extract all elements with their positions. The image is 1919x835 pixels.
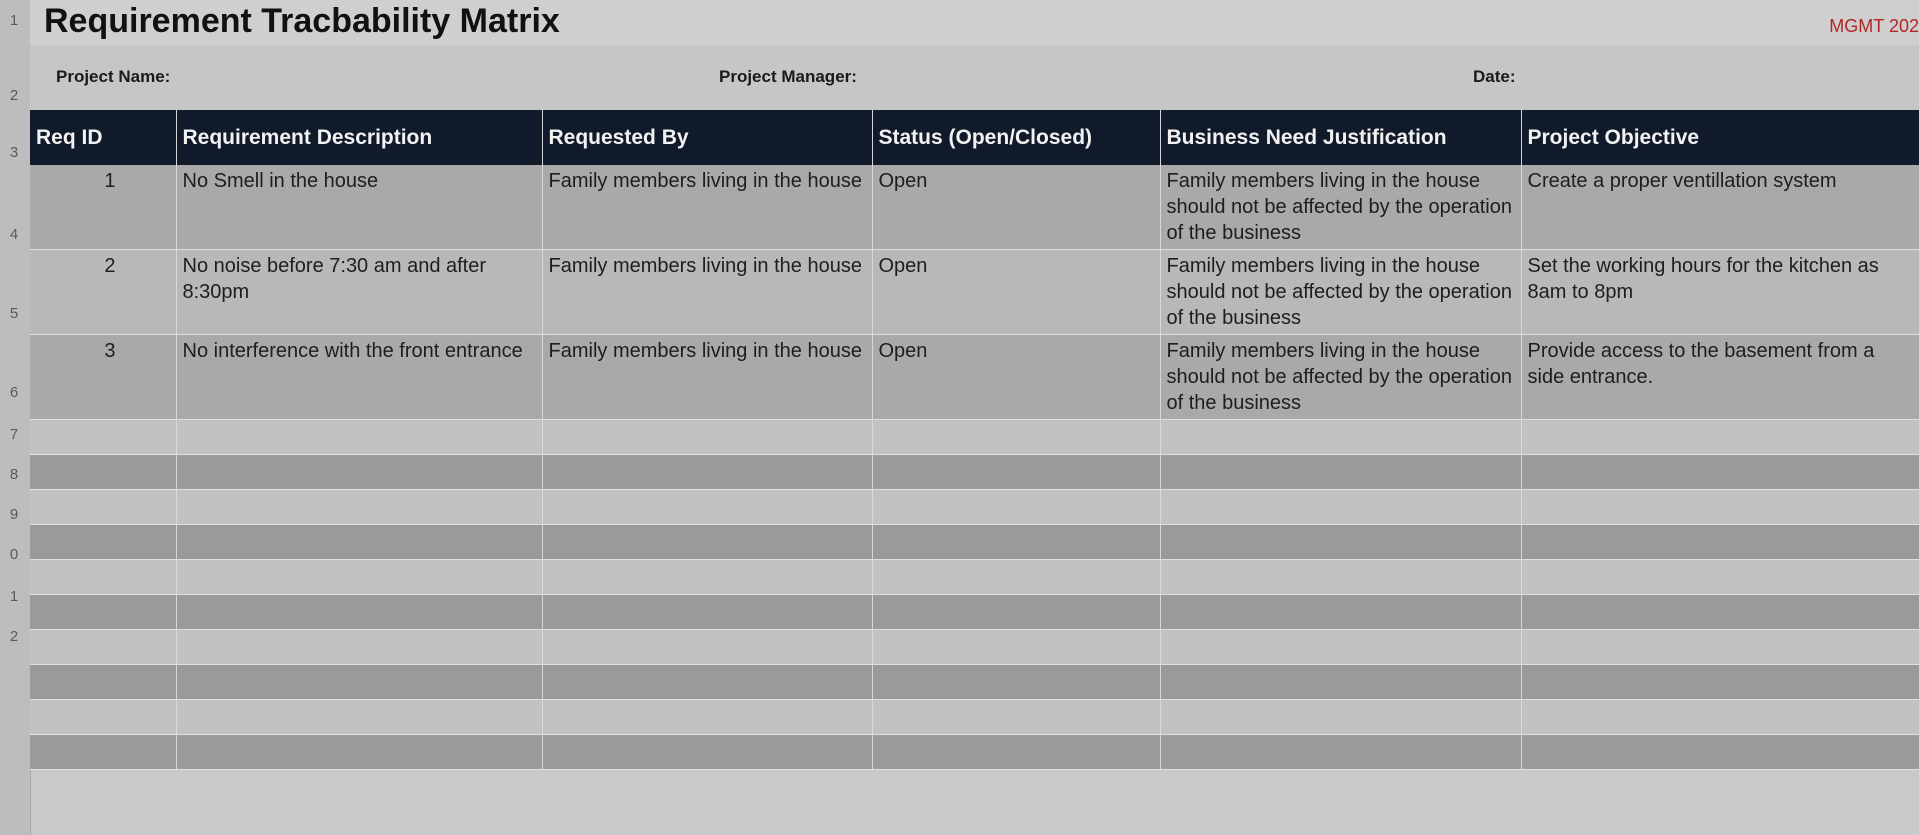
cell-objective[interactable]: Create a proper ventillation system xyxy=(1521,165,1919,250)
cell-status[interactable]: Open xyxy=(872,250,1160,335)
row-number[interactable]: 2 xyxy=(9,87,19,104)
empty-cell[interactable] xyxy=(1160,455,1521,490)
cell-status[interactable]: Open xyxy=(872,335,1160,420)
empty-cell[interactable] xyxy=(1160,735,1521,770)
empty-cell[interactable] xyxy=(1521,665,1919,700)
empty-cell[interactable] xyxy=(1160,525,1521,560)
cell-description[interactable]: No Smell in the house xyxy=(176,165,542,250)
title-row[interactable] xyxy=(30,0,1919,46)
empty-cell[interactable] xyxy=(30,700,176,735)
cell-justification[interactable]: Family members living in the house should not be affected by the operation of the business xyxy=(1160,335,1521,420)
row-number[interactable]: 1 xyxy=(9,12,19,29)
empty-cell[interactable] xyxy=(1521,490,1919,525)
empty-cell[interactable] xyxy=(872,490,1160,525)
row-number[interactable]: 8 xyxy=(9,466,19,483)
empty-cell[interactable] xyxy=(542,525,872,560)
table-header-row xyxy=(30,110,1919,165)
empty-cell[interactable] xyxy=(872,595,1160,630)
empty-cell[interactable] xyxy=(542,490,872,525)
cell-requested-by[interactable]: Family members living in the house xyxy=(542,250,872,335)
empty-cell[interactable] xyxy=(872,630,1160,665)
requirements-table xyxy=(30,110,1919,770)
row-number-column xyxy=(0,0,31,835)
cell-description[interactable]: No interference with the front entrance xyxy=(176,335,542,420)
cell-objective[interactable]: Provide access to the basement from a side entrance. xyxy=(1521,335,1919,420)
column-header-requested-by[interactable]: Requested By xyxy=(542,110,872,165)
empty-row xyxy=(30,525,1919,560)
empty-cell[interactable] xyxy=(30,595,176,630)
row-number[interactable]: 6 xyxy=(9,384,19,401)
empty-cell[interactable] xyxy=(542,420,872,455)
empty-cell[interactable] xyxy=(1521,420,1919,455)
empty-cell[interactable] xyxy=(176,595,542,630)
empty-cell[interactable] xyxy=(542,735,872,770)
empty-cell[interactable] xyxy=(1160,420,1521,455)
empty-cell[interactable] xyxy=(542,455,872,490)
empty-cell[interactable] xyxy=(176,560,542,595)
row-number[interactable]: 4 xyxy=(9,226,19,243)
empty-cell[interactable] xyxy=(176,665,542,700)
cell-requested-by[interactable]: Family members living in the house xyxy=(542,335,872,420)
column-header-status[interactable]: Status (Open/Closed) xyxy=(872,110,1160,165)
empty-row xyxy=(30,665,1919,700)
empty-cell[interactable] xyxy=(1160,490,1521,525)
cell-status[interactable]: Open xyxy=(872,165,1160,250)
empty-cell[interactable] xyxy=(176,525,542,560)
column-header-objective[interactable]: Project Objective xyxy=(1521,110,1919,165)
cell-req-id[interactable]: 3 xyxy=(30,335,176,420)
empty-cell[interactable] xyxy=(872,560,1160,595)
empty-cell[interactable] xyxy=(30,420,176,455)
empty-cell[interactable] xyxy=(1521,455,1919,490)
table-row xyxy=(30,165,1919,250)
empty-cell[interactable] xyxy=(1521,525,1919,560)
cell-description[interactable]: No noise before 7:30 am and after 8:30pm xyxy=(176,250,542,335)
cell-objective[interactable]: Set the working hours for the kitchen as 8am to 8pm xyxy=(1521,250,1919,335)
cell-justification[interactable]: Family members living in the house should not be affected by the operation of the business xyxy=(1160,165,1521,250)
project-manager-label: Project Manager: xyxy=(719,67,857,86)
empty-row xyxy=(30,735,1919,770)
empty-cell[interactable] xyxy=(1521,560,1919,595)
row-number[interactable]: 9 xyxy=(9,506,19,523)
empty-cell[interactable] xyxy=(176,455,542,490)
empty-row xyxy=(30,560,1919,595)
empty-row xyxy=(30,595,1919,630)
row-number[interactable]: 5 xyxy=(9,305,19,322)
empty-cell[interactable] xyxy=(176,490,542,525)
row-number[interactable]: 7 xyxy=(9,426,19,443)
cell-requested-by[interactable]: Family members living in the house xyxy=(542,165,872,250)
column-header-req-id[interactable]: Req ID xyxy=(30,110,176,165)
empty-cell[interactable] xyxy=(176,420,542,455)
empty-cell[interactable] xyxy=(1160,630,1521,665)
cell-req-id[interactable]: 1 xyxy=(30,165,176,250)
empty-cell[interactable] xyxy=(1521,595,1919,630)
empty-cell[interactable] xyxy=(872,455,1160,490)
empty-cell[interactable] xyxy=(872,665,1160,700)
row-number[interactable]: 2 xyxy=(9,628,19,645)
empty-cell[interactable] xyxy=(30,630,176,665)
empty-cell[interactable] xyxy=(1521,735,1919,770)
course-code: MGMT 202 xyxy=(1829,16,1919,36)
empty-cell[interactable] xyxy=(30,455,176,490)
project-name-label: Project Name: xyxy=(56,67,171,86)
empty-cell[interactable] xyxy=(1521,630,1919,665)
table-row xyxy=(30,250,1919,335)
empty-cell[interactable] xyxy=(30,665,176,700)
empty-cell[interactable] xyxy=(1160,560,1521,595)
project-info-row[interactable] xyxy=(30,45,1919,110)
empty-cell[interactable] xyxy=(1160,665,1521,700)
empty-cell[interactable] xyxy=(30,490,176,525)
empty-row xyxy=(30,700,1919,735)
empty-cell[interactable] xyxy=(1160,700,1521,735)
column-header-description[interactable]: Requirement Description xyxy=(176,110,542,165)
empty-cell[interactable] xyxy=(542,700,872,735)
empty-cell[interactable] xyxy=(542,665,872,700)
empty-row xyxy=(30,630,1919,665)
empty-cell[interactable] xyxy=(872,735,1160,770)
column-header-justification[interactable]: Business Need Justification xyxy=(1160,110,1521,165)
empty-row xyxy=(30,420,1919,455)
row-number[interactable]: 1 xyxy=(9,588,19,605)
empty-cell[interactable] xyxy=(542,630,872,665)
date-label: Date: xyxy=(1473,67,1516,86)
empty-cell[interactable] xyxy=(30,525,176,560)
empty-cell[interactable] xyxy=(30,735,176,770)
empty-cell[interactable] xyxy=(542,560,872,595)
empty-cell[interactable] xyxy=(176,700,542,735)
empty-row xyxy=(30,490,1919,525)
empty-cell[interactable] xyxy=(176,630,542,665)
empty-cell[interactable] xyxy=(1160,595,1521,630)
table-row xyxy=(30,335,1919,420)
empty-cell[interactable] xyxy=(872,700,1160,735)
sheet-title: Requirement Tracbability Matrix xyxy=(44,2,560,40)
empty-cell[interactable] xyxy=(872,420,1160,455)
cell-req-id[interactable]: 2 xyxy=(30,250,176,335)
cell-justification[interactable]: Family members living in the house should not be affected by the operation of the business xyxy=(1160,250,1521,335)
empty-cell[interactable] xyxy=(872,525,1160,560)
empty-cell[interactable] xyxy=(30,560,176,595)
row-number[interactable]: 0 xyxy=(9,546,19,563)
row-number[interactable]: 3 xyxy=(9,144,19,161)
empty-cell[interactable] xyxy=(176,735,542,770)
empty-cell[interactable] xyxy=(542,595,872,630)
empty-cell[interactable] xyxy=(1521,700,1919,735)
empty-row xyxy=(30,455,1919,490)
